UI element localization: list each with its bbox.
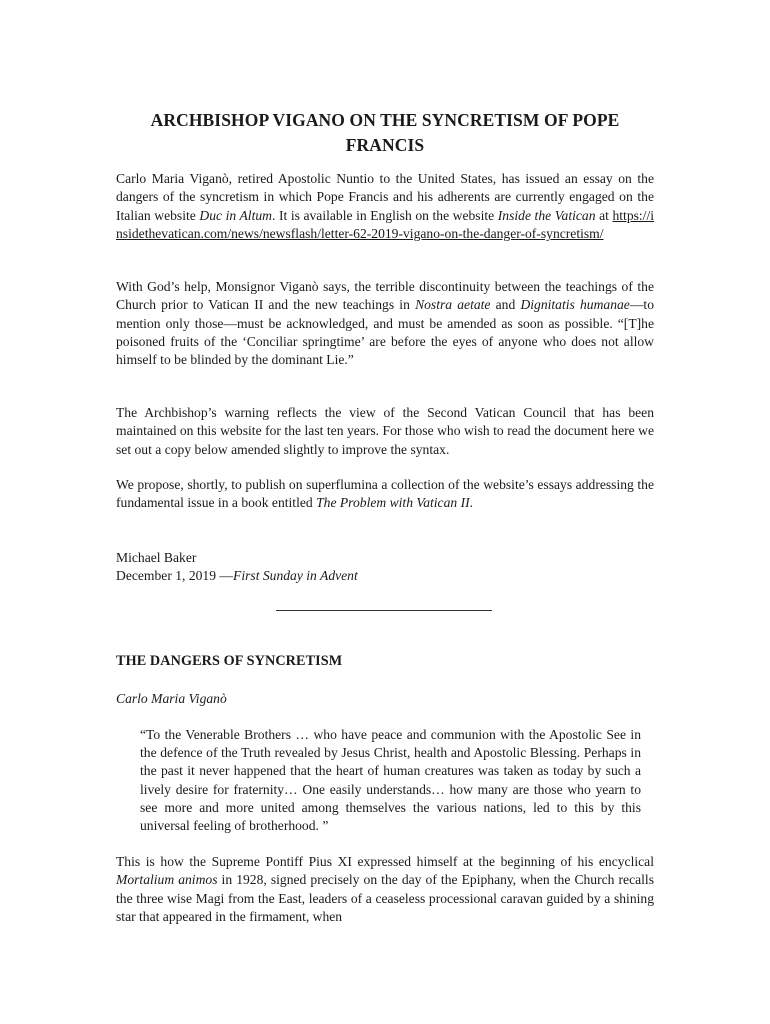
text-run: We propose, shortly, to publish on superflumina a collection of the website’s essays addressing the fundamental issue in a book entitled: [116, 477, 654, 511]
section-author: Carlo Maria Viganò: [116, 691, 227, 706]
discontinuity-paragraph: [116, 278, 654, 369]
italic-run: Dignitatis humanae: [520, 297, 630, 313]
signature-name: Michael Baker: [116, 550, 197, 565]
proposal-paragraph: [116, 476, 654, 513]
block-quote: “To the Venerable Brothers … who have peace and communion with the Apostolic See in the defence of the Truth revealed by Jesus Christ, health and Apostolic Blessing. Perhaps in the past it never happened that the heart of human creatures was taken as today by such a lively desire for fraternity… One easily understands… how many are those who yearn to see more and more united among themselves the various nations, led to this by this universal feeling of brotherhood. ”: [140, 727, 641, 834]
section-heading: THE DANGERS OF SYNCRETISM: [116, 653, 343, 669]
text-run: and: [490, 297, 521, 313]
section-divider: [276, 610, 492, 611]
text-run: . It is available in English on the website: [271, 207, 498, 223]
article-title: ARCHBISHOP VIGANO ON THE SYNCRETISM OF POPE FRANCIS: [150, 110, 620, 155]
signature-date: [116, 567, 358, 585]
book-title: The Problem with Vatican II: [316, 495, 470, 511]
text-run: With God’s help, Monsignor Viganò says, the terrible discontinuity between the teachings of the Church prior to Vatican II and the new teachings in: [116, 279, 654, 313]
article-link[interactable]: https://insidethevatican.com/news/newsflash/letter-62-2019-vigano-on-the-danger-of-syncretism/: [116, 207, 655, 241]
text-run: This is how the Supreme Pontiff Pius XI expressed himself at the beginning of his encyclical: [116, 854, 654, 869]
date-text: December 1, 2019 —: [116, 568, 234, 583]
text-run: .: [469, 495, 474, 511]
italic-run: Duc in Altum: [199, 207, 272, 223]
text-run: Carlo Maria Viganò, retired Apostolic Nuntio to the United States, has issued an essay on the dangers of the syncretism in which Pope Francis and his adherents are currently engaged on the Italian website: [116, 171, 654, 223]
text-run: in 1928, signed precisely on the day of the Epiphany, when the Church recalls the three wise Magi from the East, leaders of a ceaseless processional caravan guided by a shining star that appeared in the firmament, when: [116, 872, 654, 924]
text-run: —to mention only those—must be acknowledged, and must be amended as soon as possible. “[T]he poisoned fruits of the ‘Conciliar springtime’ are before the eyes of anyone who does not allow himself to be blinded by the dominant Lie.”: [116, 297, 654, 368]
text-run: at: [595, 207, 613, 223]
occasion-text: First Sunday in Advent: [233, 568, 358, 583]
italic-run: Mortalium animos: [116, 872, 218, 888]
italic-run: Nostra aetate: [415, 297, 491, 313]
italic-run: Inside the Vatican: [497, 207, 596, 223]
warning-paragraph: The Archbishop’s warning reflects the view of the Second Vatican Council that has been maintained on this website for the last ten years. For those who wish to read the document here we set out a copy below amended slightly to improve the syntax.: [116, 405, 654, 457]
intro-paragraph: [116, 170, 654, 243]
body-paragraph: [116, 853, 654, 926]
